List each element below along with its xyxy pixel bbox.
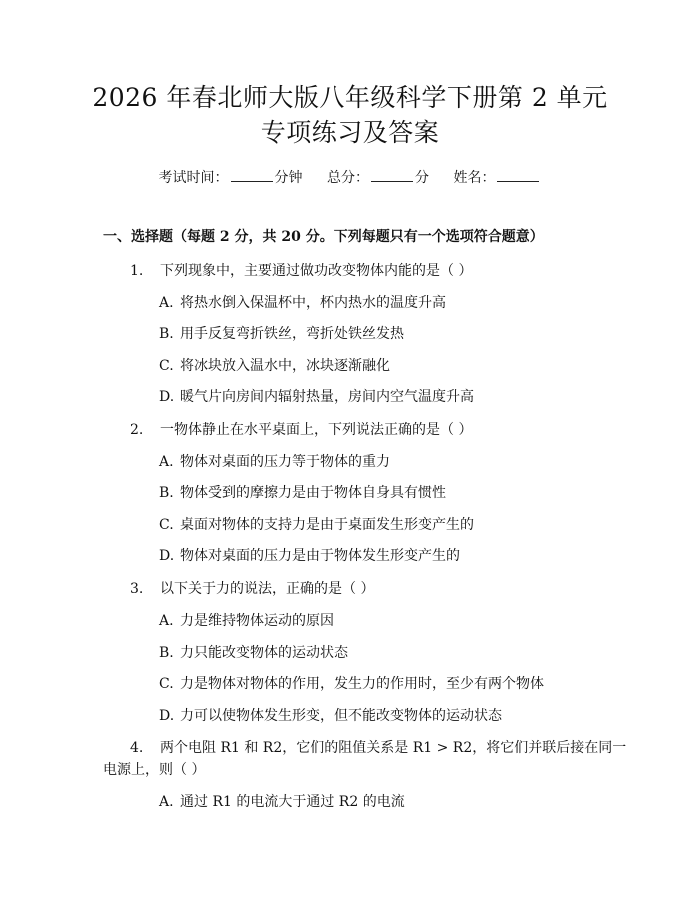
name-blank (497, 168, 539, 182)
option-letter: D. (159, 389, 175, 405)
question-4-text-continued: 电源上，则（ ） (103, 762, 206, 778)
option-text: 力只能改变物体的运动状态 (180, 645, 348, 661)
total-score-blank (371, 168, 413, 182)
question-1-option-b (159, 324, 404, 344)
question-number: 2. (130, 422, 144, 438)
option-letter: D. (159, 708, 175, 724)
question-number: 4. (130, 740, 144, 756)
page-title-line-2: 专项练习及答案 (260, 118, 440, 147)
option-letter: D. (159, 548, 175, 564)
question-2-option-c (159, 515, 474, 535)
exam-time-field (159, 168, 303, 188)
question-2-option-d (159, 546, 460, 566)
question-1-option-a (159, 293, 446, 313)
page-title-line-1: 2026 年春北师大版八年级科学下册第 2 单元 (92, 83, 608, 112)
question-2-option-b (159, 483, 446, 503)
option-text: 将热水倒入保温杯中，杯内热水的温度升高 (180, 295, 446, 311)
option-letter: A. (159, 613, 174, 629)
option-letter: C. (159, 358, 174, 374)
option-letter: B. (159, 326, 174, 342)
exam-time-label: 考试时间： (158, 170, 229, 186)
question-3-option-a (159, 611, 334, 631)
question-number: 3. (130, 581, 144, 597)
option-letter: A. (159, 454, 174, 470)
question-3-option-d (159, 706, 502, 726)
total-score-field (327, 168, 429, 188)
question-3-option-b (159, 643, 348, 663)
question-1-option-c (159, 356, 390, 376)
option-text: 通过 R1 的电流大于通过 R2 的电流 (180, 794, 405, 810)
question-3-option-c (159, 674, 544, 694)
option-text: 力是物体对物体的作用，发生力的作用时，至少有两个物体 (180, 676, 544, 692)
name-label: 姓名： (453, 170, 496, 186)
question-text: 下列现象中，主要通过做功改变物体内能的是（ ） (160, 263, 473, 279)
option-letter: B. (159, 645, 174, 661)
question-1-option-d (159, 387, 474, 407)
question-text: 一物体静止在水平桌面上，下列说法正确的是（ ） (160, 422, 473, 438)
option-text: 将冰块放入温水中，冰块逐渐融化 (180, 358, 390, 374)
option-text: 桌面对物体的支持力是由于桌面发生形变产生的 (180, 517, 474, 533)
question-2 (130, 420, 472, 440)
question-number: 1. (130, 263, 144, 279)
option-letter: C. (159, 676, 174, 692)
question-text: 以下关于力的说法，正确的是（ ） (160, 581, 375, 597)
question-4 (130, 738, 626, 758)
option-text: 暖气片向房间内辐射热量，房间内空气温度升高 (180, 389, 474, 405)
question-1 (130, 261, 472, 281)
question-text: 两个电阻 R1 和 R2，它们的阻值关系是 R1 > R2，将它们并联后接在同一 (160, 740, 627, 756)
question-4-option-a (159, 792, 405, 812)
question-3 (130, 579, 374, 599)
option-letter: C. (159, 517, 174, 533)
section-heading-multiple-choice: 一、选择题（每题 2 分，共 20 分。下列每题只有一个选项符合题意） (103, 229, 544, 245)
total-score-label: 总分： (327, 170, 369, 186)
option-text: 物体对桌面的压力等于物体的重力 (180, 454, 390, 470)
exam-time-unit: 分钟 (274, 170, 303, 186)
total-score-unit: 分 (415, 170, 429, 186)
option-letter: B. (159, 485, 174, 501)
option-text: 物体对桌面的压力是由于物体发生形变产生的 (180, 548, 460, 564)
exam-meta-row (0, 168, 700, 188)
option-text: 物体受到的摩擦力是由于物体自身具有惯性 (180, 485, 446, 501)
option-letter: A. (159, 295, 174, 311)
exam-time-blank (231, 168, 273, 182)
option-letter: A. (159, 794, 174, 810)
option-text: 力是维持物体运动的原因 (180, 613, 334, 629)
option-text: 力可以使物体发生形变，但不能改变物体的运动状态 (180, 708, 502, 724)
option-text: 用手反复弯折铁丝，弯折处铁丝发热 (180, 326, 404, 342)
name-field (453, 168, 541, 188)
question-2-option-a (159, 452, 390, 472)
